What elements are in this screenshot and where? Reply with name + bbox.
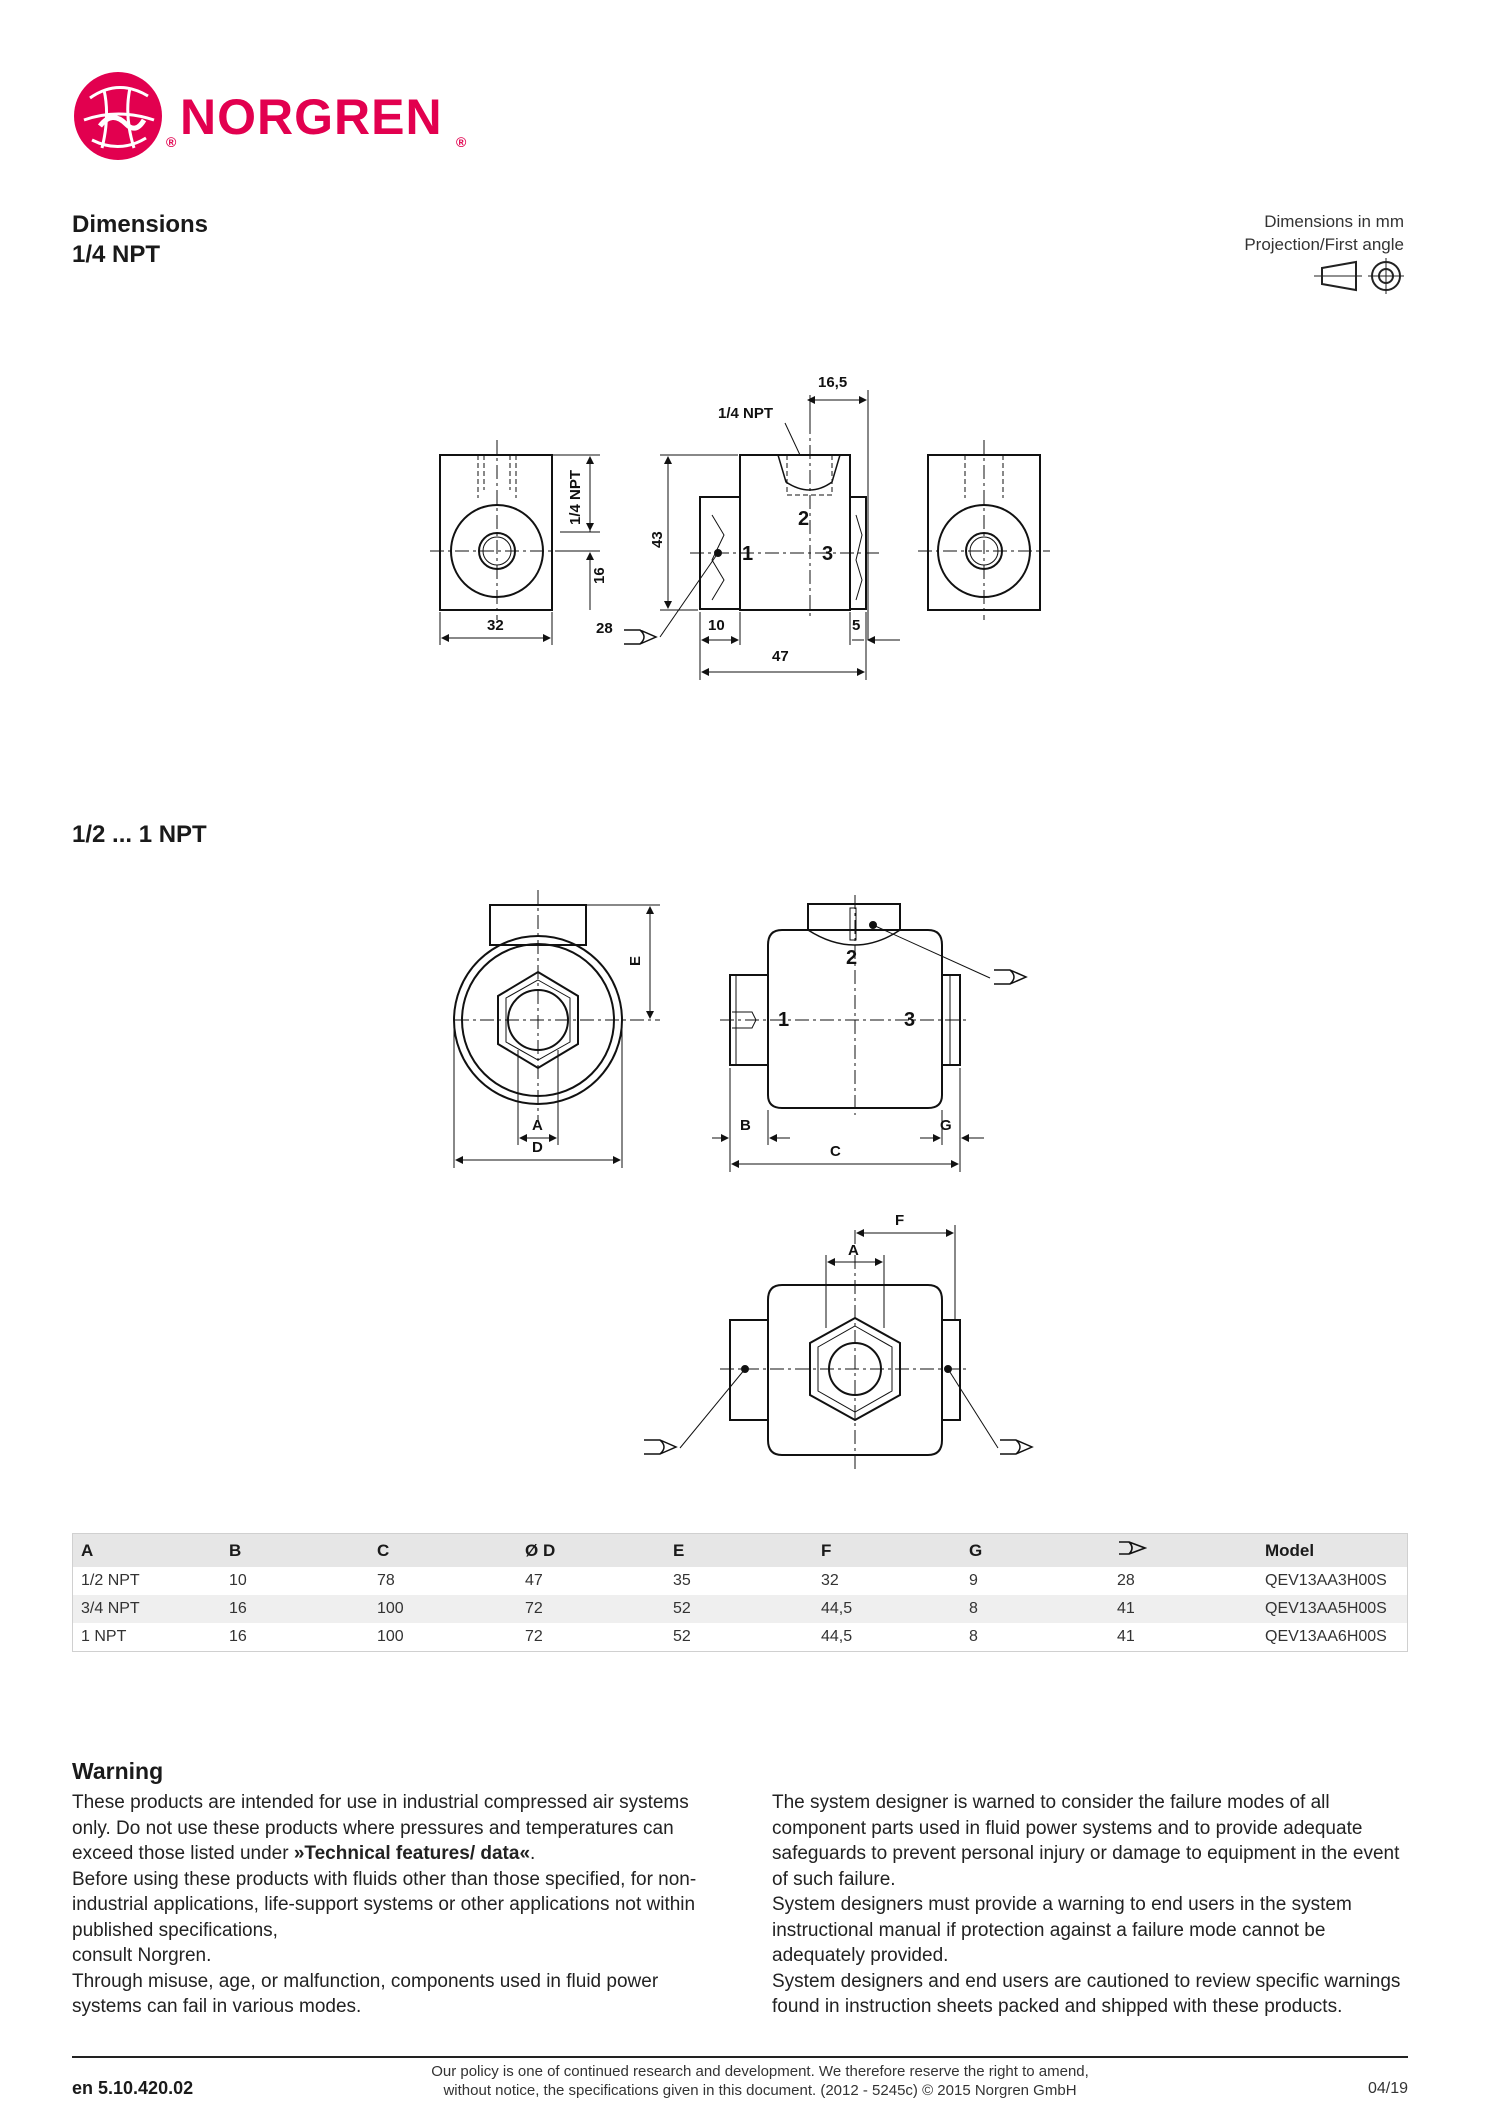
- dim-label-G: G: [940, 1117, 952, 1134]
- cell-wrench: 28: [1117, 1572, 1135, 1589]
- dim-label-D: D: [532, 1139, 543, 1156]
- cell-wrench: 41: [1109, 1595, 1257, 1623]
- table-row: [73, 1567, 1408, 1595]
- document-id: en 5.10.420.02: [72, 2078, 194, 2098]
- col-header-c: C: [369, 1534, 517, 1568]
- cell-d: 47: [525, 1572, 543, 1589]
- warning-paragraph: System designers must provide a warning to end users in the system instructional manual if protection against a failure mode cannot be adequately provided.: [772, 1894, 1352, 1966]
- policy-line: Our policy is one of continued research and development. We therefore reserve the right to amend,: [431, 2063, 1089, 2080]
- table-row: [73, 1623, 1408, 1652]
- cell-d: 72: [517, 1595, 665, 1623]
- warning-right-column: [772, 1790, 1402, 2020]
- warning-text: .: [530, 1843, 536, 1864]
- dim-label-16: 16: [591, 567, 608, 584]
- warning-paragraph: Through misuse, age, or malfunction, components used in fluid power systems can fail in various modes.: [72, 1970, 659, 2017]
- col-header-a: A: [73, 1534, 222, 1568]
- col-header-wrench: [1109, 1534, 1257, 1568]
- cell-model: QEV13AA5H00S: [1257, 1595, 1408, 1623]
- dim-label-A-top: A: [848, 1242, 859, 1259]
- dim-label-E: E: [627, 955, 644, 966]
- section-subtitle: 1/4 NPT: [72, 241, 161, 268]
- cell-e: 35: [673, 1572, 691, 1589]
- port-label-1: 1: [778, 1009, 790, 1031]
- section-title-large-ports: 1/2 ... 1 NPT: [72, 821, 207, 848]
- warning-paragraph: Before using these products with fluids other than those specified, for non-industrial applications, life-support systems or other applications not within published specifications,: [72, 1868, 697, 1941]
- drawing-large-npt-top: [644, 1225, 1032, 1470]
- publication-date: 04/19: [1367, 2080, 1408, 2097]
- cell-b: 10: [229, 1572, 247, 1589]
- warning-title: Warning: [72, 1758, 164, 1784]
- cell-e: 52: [665, 1595, 813, 1623]
- port-label-3: 3: [904, 1009, 916, 1031]
- cell-g: 9: [969, 1572, 978, 1589]
- port-label-2: 2: [846, 947, 858, 969]
- port-label-2: 2: [798, 508, 810, 530]
- dim-label-47: 47: [772, 648, 789, 665]
- cell-b: 16: [221, 1595, 369, 1623]
- brand-reg-mark-2: ®: [456, 134, 467, 150]
- cell-a: 3/4 NPT: [73, 1595, 222, 1623]
- dim-label-43: 43: [649, 531, 666, 548]
- cell-c: 100: [369, 1595, 517, 1623]
- col-header-b: B: [221, 1534, 369, 1568]
- cell-f: 44,5: [821, 1628, 853, 1645]
- cell-f: 32: [821, 1572, 839, 1589]
- cell-c: 100: [377, 1628, 404, 1645]
- port-label-1: 1: [742, 543, 754, 565]
- warning-paragraph: The system designer is warned to consider the failure modes of all component parts used in fluid power systems and to provide adequate safeguards to prevent personal injury or damage to equipment in the event of such failure.: [772, 1792, 1400, 1890]
- cell-e: 52: [673, 1628, 691, 1645]
- col-header-e: E: [665, 1534, 813, 1568]
- dim-label-npt-side: 1/4 NPT: [567, 469, 584, 525]
- cell-wrench: 41: [1117, 1628, 1135, 1645]
- cell-g: 8: [961, 1595, 1109, 1623]
- cell-c: 78: [377, 1572, 395, 1589]
- dim-label-16-5: 16,5: [818, 374, 848, 391]
- dim-label-28: 28: [596, 620, 613, 637]
- dim-label-F: F: [895, 1212, 905, 1229]
- cell-b: 16: [229, 1628, 247, 1645]
- port-label-3: 3: [822, 543, 834, 565]
- policy-note: [350, 2062, 1170, 2100]
- col-header-g: G: [961, 1534, 1109, 1568]
- dim-label-5: 5: [852, 617, 861, 634]
- warning-paragraph: [72, 1790, 712, 1867]
- col-header-d: Ø D: [517, 1534, 665, 1568]
- drawing-quarter-npt: [430, 390, 1050, 680]
- cell-a: 1/2 NPT: [81, 1572, 140, 1589]
- dim-label-C: C: [830, 1143, 841, 1160]
- dim-label-A: A: [532, 1117, 543, 1134]
- wrench-icon: [1117, 1540, 1147, 1556]
- warning-left-column: [72, 1790, 712, 2020]
- dimension-table: [72, 1533, 1408, 1652]
- cell-f: 44,5: [813, 1595, 961, 1623]
- col-header-model: Model: [1257, 1534, 1408, 1568]
- brand-reg-mark-1: ®: [166, 134, 177, 150]
- table-row: [73, 1595, 1408, 1623]
- dim-label-B: B: [740, 1117, 751, 1134]
- dim-label-32: 32: [487, 617, 504, 634]
- cell-g: 8: [969, 1628, 978, 1645]
- col-header-f: F: [813, 1534, 961, 1568]
- brand-name: NORGREN: [180, 89, 443, 145]
- cell-model: QEV13AA6H00S: [1265, 1628, 1387, 1645]
- warning-paragraph: consult Norgren.: [72, 1945, 212, 1966]
- projection-line: Projection/First angle: [1244, 235, 1404, 254]
- warning-paragraph: System designers and end users are cautioned to review specific warnings found in instruction sheets packed and shipped with these products.: [772, 1970, 1401, 2017]
- dim-label-npt-top: 1/4 NPT: [718, 405, 774, 422]
- cell-d: 72: [525, 1628, 543, 1645]
- section-title: Dimensions: [72, 211, 209, 238]
- table-header-row: [73, 1534, 1408, 1568]
- cell-model: QEV13AA3H00S: [1265, 1572, 1387, 1589]
- warning-text: These products are intended for use in industrial compressed air systems only. Do not use these products where pressures and temperatures can exceed those listed under: [72, 1792, 689, 1864]
- policy-line: without notice, the specifications given in this document. (2012 - 5245c) © 2015 Norgren GmbH: [443, 2082, 1077, 2099]
- footer-divider: [72, 2056, 1408, 2058]
- dim-label-10: 10: [708, 617, 725, 634]
- technical-features-reference: »Technical features/ data«: [293, 1843, 531, 1864]
- cell-a: 1 NPT: [81, 1628, 127, 1645]
- units-line: Dimensions in mm: [1264, 212, 1404, 231]
